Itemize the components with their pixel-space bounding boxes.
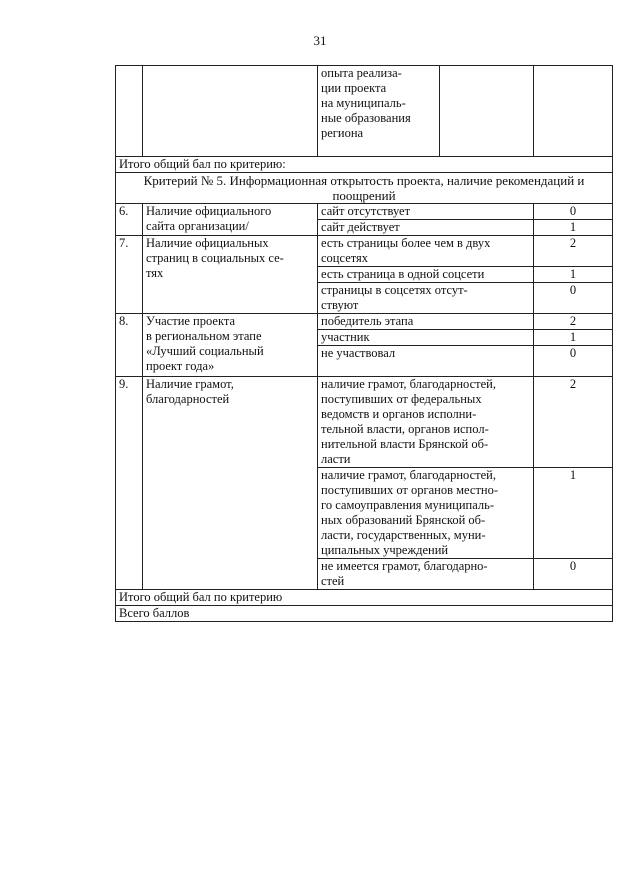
option-score: 1 xyxy=(534,468,613,559)
option-score: 2 xyxy=(534,377,613,468)
row-number: 6. xyxy=(116,204,143,236)
option-score: 0 xyxy=(534,283,613,314)
option-score: 0 xyxy=(534,346,613,377)
option-score: 1 xyxy=(534,330,613,346)
cell-empty-subcol xyxy=(440,66,533,156)
option-text: участник xyxy=(318,330,534,346)
total-label: Итого общий бал по критерию xyxy=(116,590,613,606)
option-text: сайт действует xyxy=(318,220,534,236)
option-score: 1 xyxy=(534,267,613,283)
option-text: наличие грамот, благодарностей, поступивших от органов местно- го самоуправления муниципаль- ных образований Брянской об- ласти, государственных, муни- ципальных учреждений xyxy=(318,468,534,559)
option-text: наличие грамот, благодарностей, поступивших от федеральных ведомств и органов исполни- тельной власти, органов испол- нительной власти Брянской об- ласти xyxy=(318,377,534,468)
cell-empty-name xyxy=(143,66,318,157)
criterion-header-row xyxy=(116,173,613,204)
indicator-name: Наличие официальных страниц в социальных се- тях xyxy=(143,236,318,314)
indicator-name: Наличие официального сайта организации/ xyxy=(143,204,318,236)
option-score: 1 xyxy=(534,220,613,236)
row-number: 7. xyxy=(116,236,143,314)
option-text: не участвовал xyxy=(318,346,534,377)
grand-total-label: Всего баллов xyxy=(116,606,613,622)
continuation-text: опыта реализа- ции проекта на муниципаль- ные образования региона xyxy=(318,66,440,156)
option-score: 0 xyxy=(534,204,613,220)
option-text: не имеется грамот, благодарно- стей xyxy=(318,559,534,590)
option-score: 0 xyxy=(534,559,613,590)
option-text: победитель этапа xyxy=(318,314,534,330)
option-text: есть страница в одной соцсети xyxy=(318,267,534,283)
grand-total-row xyxy=(116,606,613,622)
row-number: 8. xyxy=(116,314,143,377)
option-score: 2 xyxy=(534,236,613,267)
total-row xyxy=(116,157,613,173)
table-row xyxy=(116,314,613,330)
option-text: сайт отсутствует xyxy=(318,204,534,220)
row-number: 9. xyxy=(116,377,143,590)
criterion-header: Критерий № 5. Информационная открытость проекта, наличие рекомендаций и поощрений xyxy=(116,173,613,204)
table-row xyxy=(116,236,613,267)
option-text: страницы в соцсетях отсут- ствуют xyxy=(318,283,534,314)
cell-empty-score xyxy=(534,66,613,157)
indicator-name: Участие проекта в региональном этапе «Лучший социальный проект года» xyxy=(143,314,318,377)
table-row xyxy=(116,204,613,220)
total-row xyxy=(116,590,613,606)
indicator-name: Наличие грамот, благодарностей xyxy=(143,377,318,590)
cell-empty-num xyxy=(116,66,143,157)
criteria-table xyxy=(115,65,613,622)
option-score: 2 xyxy=(534,314,613,330)
continuation-row xyxy=(116,66,613,157)
total-label: Итого общий бал по критерию: xyxy=(116,157,613,173)
option-text: есть страницы более чем в двух соцсетях xyxy=(318,236,534,267)
table-row xyxy=(116,377,613,468)
page-number: 31 xyxy=(313,33,327,48)
